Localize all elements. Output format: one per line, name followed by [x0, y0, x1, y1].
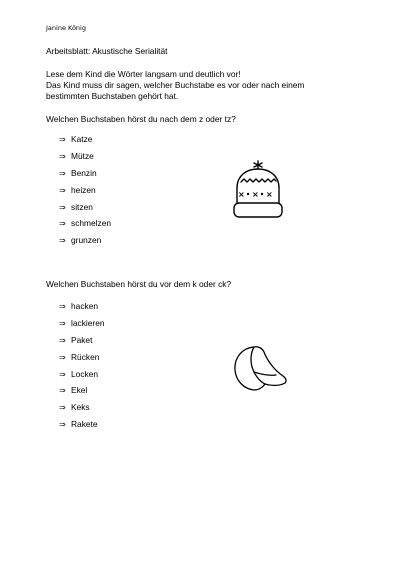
arrow-icon: ⇒ [59, 135, 66, 144]
question-z-tz: Welchen Buchstaben hörst du nach dem z oder tz? [46, 114, 236, 124]
list-item [59, 318, 105, 335]
word: heizen [71, 184, 96, 195]
intro-line-3: bestimmten Buchstaben gehört hat. [46, 91, 179, 101]
list-item [59, 352, 105, 369]
svg-text:×: × [252, 190, 259, 199]
word: Katze [71, 134, 93, 144]
arrow-icon: ⇒ [59, 151, 66, 161]
word: grunzen [71, 235, 102, 246]
list-item [59, 168, 111, 185]
word-list-z-tz [59, 134, 111, 252]
list-item [59, 151, 111, 168]
arrow-icon: ⇒ [59, 335, 66, 345]
word: Locken [71, 368, 99, 379]
arrow-icon: ⇒ [59, 302, 66, 311]
list-item [59, 235, 111, 252]
arrow-icon: ⇒ [59, 202, 66, 212]
list-item [59, 402, 105, 419]
word: Paket [71, 334, 93, 345]
arrow-icon: ⇒ [59, 403, 66, 413]
arrow-icon: ⇒ [59, 386, 66, 396]
arrow-icon: ⇒ [59, 420, 66, 430]
list-item [59, 369, 105, 386]
list-item [59, 185, 111, 202]
list-item [59, 202, 111, 219]
arrow-icon: ⇒ [59, 168, 66, 178]
arrow-icon: ⇒ [59, 352, 66, 362]
word: sitzen [71, 201, 93, 212]
word: Rücken [71, 351, 100, 362]
word: schmelzen [71, 218, 112, 229]
word: Mütze [71, 150, 94, 161]
list-item [59, 301, 105, 318]
arrow-icon: ⇒ [59, 185, 66, 195]
word: Keks [71, 402, 90, 413]
arrow-icon: ⇒ [59, 318, 66, 328]
author-name: Janine König [46, 24, 86, 32]
arrow-icon: ⇒ [59, 219, 66, 229]
word: Ekel [71, 385, 88, 396]
arrow-icon: ⇒ [59, 369, 66, 379]
fortune-cookie-icon [230, 344, 290, 394]
list-item [59, 419, 105, 436]
word-list-k-ck [59, 301, 105, 436]
word: Rakete [71, 419, 98, 430]
word: lackieren [71, 317, 105, 328]
intro-line-2: Das Kind muss dir sagen, welcher Buchstabe es vor oder nach einem [46, 80, 305, 90]
list-item [59, 385, 105, 402]
list-item [59, 218, 111, 235]
svg-text:×: × [238, 190, 245, 199]
arrow-icon: ⇒ [59, 236, 66, 246]
worksheet-title: Arbeitsblatt: Akustische Serialität [46, 46, 168, 56]
list-item [59, 335, 105, 352]
list-item [59, 134, 111, 151]
word: Benzin [71, 167, 97, 178]
intro-line-1: Lese dem Kind die Wörter langsam und deutlich vor! [46, 69, 241, 79]
question-k-ck: Welchen Buchstaben hörst du vor dem k oder ck? [46, 279, 232, 289]
knit-hat-icon [230, 158, 286, 222]
word: hacken [71, 301, 99, 311]
svg-text:×: × [266, 190, 273, 199]
